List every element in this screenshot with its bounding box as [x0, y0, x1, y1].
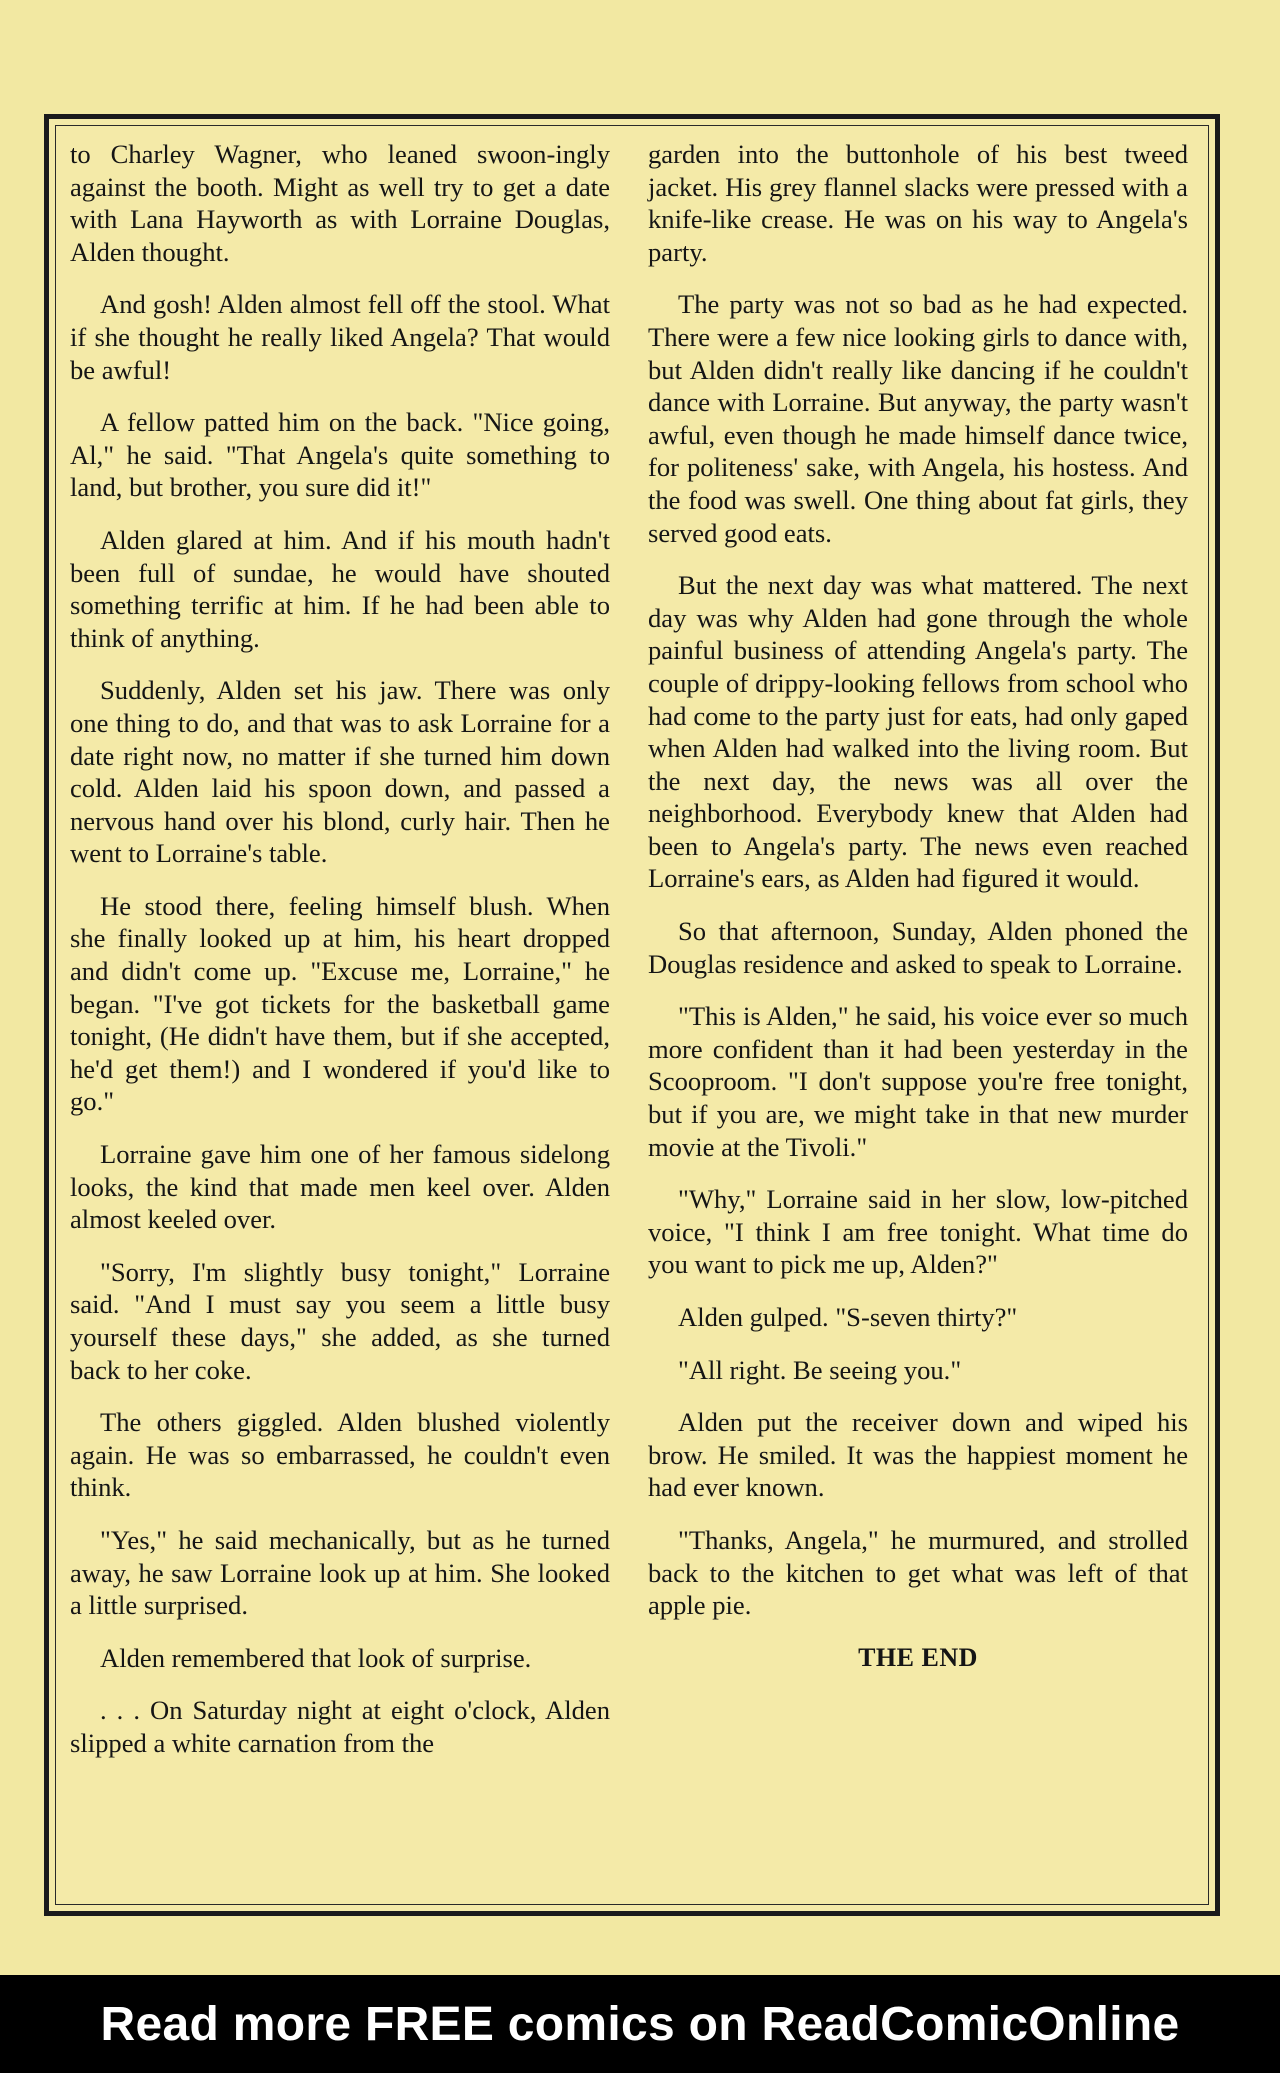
left-text-column [70, 138, 610, 1780]
paragraph: to Charley Wagner, who leaned swoon-ingly against the booth. Might as well try to get a date with Lana Hayworth as with Lorraine Douglas, Alden thought. [70, 139, 610, 267]
paragraph: "This is Alden," he said, his voice ever so much more confident than it had been yesterday in the Scooproom. "I don't suppose you're free tonight, but if you are, we might take in that new murder movie at the Tivoli." [648, 1001, 1188, 1162]
promo-banner-text[interactable]: Read more FREE comics on ReadComicOnline [100, 1997, 1180, 2051]
paragraph: Alden glared at him. And if his mouth hadn't been full of sundae, he would have shouted something terrific at him. If he had been able to think of anything. [70, 524, 610, 653]
paragraph: The party was not so bad as he had expected. There were a few nice looking girls to dance with, but Alden didn't really like dancing if he couldn't dance with Lorraine. But anyway, the party wasn't awful, even though he made himself dance twice, for politeness' sake, with Angela, his hostess. And the food was swell. One thing about fat girls, they served good eats. [648, 289, 1188, 548]
paragraph: "Thanks, Angela," he murmured, and strolled back to the kitchen to get what was left of that apple pie. [648, 1524, 1188, 1621]
paragraph: garden into the buttonhole of his best tweed jacket. His grey flannel slacks were pressed with a knife-like crease. He was on his way to Angela's party. [648, 139, 1188, 267]
promo-banner[interactable] [0, 1975, 1280, 2073]
paragraph: So that afternoon, Sunday, Alden phoned the Douglas residence and asked to speak to Lorraine. [648, 916, 1188, 979]
paragraph: Lorraine gave him one of her famous sidelong looks, the kind that made men keel over. Alden almost keeled over. [70, 1139, 610, 1235]
paragraph: "Sorry, I'm slightly busy tonight," Lorraine said. "And I must say you seem a little busy yourself these days," she added, as she turned back to her coke. [70, 1256, 610, 1385]
paragraph: Alden gulped. "S-seven thirty?" [678, 1302, 1018, 1332]
paragraph: Alden put the receiver down and wiped his brow. He smiled. It was the happiest moment he had ever known. [648, 1407, 1188, 1503]
paragraph: But the next day was what mattered. The next day was why Alden had gone through the whole painful business of attending Angela's party. The couple of drippy-looking fellows from school who had come to the party just for eats, had only gaped when Alden had walked into the living room. But the next day, the news was all over the neighborhood. Everybody knew that Alden had been to Angela's party. The news even reached Lorraine's ears, as Alden had figured it would. [648, 570, 1188, 894]
paragraph: He stood there, feeling himself blush. When she finally looked up at him, his heart dropped and didn't come up. "Excuse me, Lorraine," he began. "I've got tickets for the basketball game tonight, (He didn't have them, but if she accepted, he'd get them!) and I wondered if you'd like to go." [70, 890, 610, 1117]
paragraph: "Yes," he said mechanically, but as he turned away, he saw Lorraine look up at him. She looked a little surprised. [70, 1524, 610, 1621]
paragraph: . . . On Saturday night at eight o'clock, Alden slipped a white carnation from the [70, 1695, 610, 1758]
paragraph: And gosh! Alden almost fell off the stool. What if she thought he really liked Angela? That would be awful! [70, 289, 610, 385]
paragraph: A fellow patted him on the back. "Nice going, Al," he said. "That Angela's quite something to land, but brother, you sure did it!" [70, 407, 610, 503]
paragraph: "All right. Be seeing you." [678, 1354, 962, 1385]
paragraph: "Why," Lorraine said in her slow, low-pitched voice, "I think I am free tonight. What time do you want to pick me up, Alden?" [648, 1184, 1188, 1280]
paragraph: Alden remembered that look of surprise. [100, 1642, 532, 1673]
paragraph: Suddenly, Alden set his jaw. There was only one thing to do, and that was to ask Lorraine for a date right now, no matter if she turned him down cold. Alden laid his spoon down, and passed a nervous hand over his blond, curly hair. Then he went to Lorraine's table. [70, 675, 610, 869]
paragraph: The others giggled. Alden blushed violently again. He was so embarrassed, he couldn't even think. [70, 1407, 610, 1503]
right-text-column [648, 138, 1188, 1674]
the-end-label: THE END [858, 1642, 978, 1672]
